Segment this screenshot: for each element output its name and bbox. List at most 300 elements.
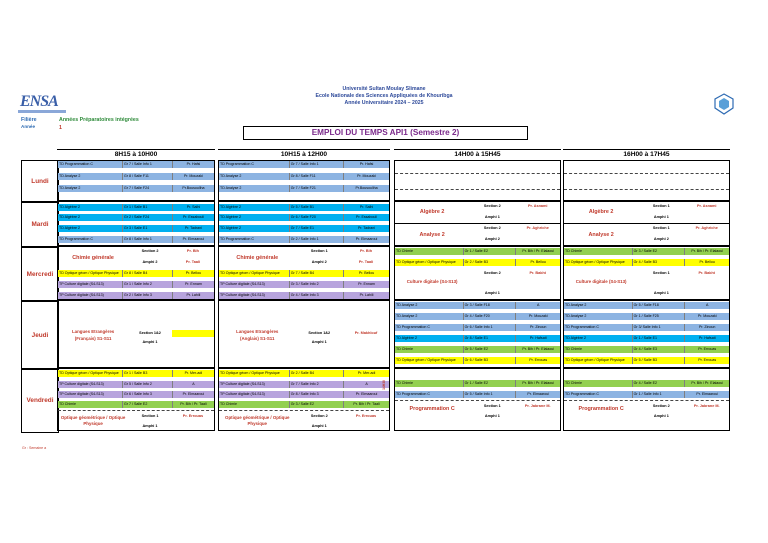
- course-name: TP Culture digitale (S4-S13): [59, 282, 104, 286]
- room: Amphi 1: [142, 424, 158, 428]
- course-name: TD Algèbre 2: [565, 336, 586, 340]
- session-row: [564, 357, 729, 364]
- session-row: [564, 248, 729, 255]
- room: Amphi 1: [142, 340, 158, 344]
- course-name: TD Programmation C: [220, 162, 254, 166]
- session-row: [58, 173, 214, 180]
- footer-note: Gr : Semaine a: [22, 446, 47, 450]
- professor: Pr. Errouas: [684, 346, 729, 353]
- jeudi-slot4: [563, 300, 730, 368]
- professor: Pr. Mer-adi: [172, 370, 214, 377]
- course-name: TD Optique géom / Optique Physique: [396, 260, 456, 264]
- session-row: [58, 225, 214, 232]
- session-row: [219, 236, 389, 243]
- group-room: Gr 2 / Salle B4: [289, 370, 343, 377]
- professor: Pr. Mouzaki: [515, 313, 560, 320]
- course-name: TP Culture digitale (S4-S13): [220, 282, 265, 286]
- professor: Pr. Errouas: [515, 357, 560, 364]
- session-row: [219, 381, 389, 388]
- lecture-block: [564, 202, 729, 224]
- slot-header-4: 16H00 à 17H45: [623, 151, 670, 158]
- mardi-slot4: [563, 201, 730, 246]
- session-row: [58, 381, 214, 388]
- session-row: [219, 370, 389, 377]
- vendredi-slot2: [218, 368, 390, 431]
- course-code: (S4-S13): [439, 279, 458, 284]
- course-name: Analyse 2: [588, 232, 614, 238]
- logo-bar: [18, 110, 66, 113]
- lecture-block: [564, 269, 729, 299]
- section: Section 1: [141, 414, 159, 418]
- schedule-title: EMPLOI DU TEMPS API1 (Semestre 2): [243, 126, 528, 140]
- professor: Pr. Errouas: [684, 357, 729, 364]
- professor: Pr. Essabouli: [343, 214, 389, 221]
- professor: Pr. Bakht: [529, 271, 546, 275]
- professor: Pr. Lahili: [343, 292, 389, 299]
- course-lang: (Français) S1-S11: [74, 336, 112, 341]
- course-name: TD Optique géom / Optique Physique: [565, 260, 625, 264]
- professor: Pr. Aghriche: [695, 226, 718, 230]
- course-name: TD Programmation C: [396, 325, 430, 329]
- group-room: Gr 1 / Salle E1: [632, 335, 685, 342]
- group-room: Gr 2 / Salle B3: [463, 259, 516, 266]
- professor: A: [172, 381, 214, 388]
- group-room: Gr 8 / Salle B4: [122, 270, 172, 277]
- group-room: Gr 4 / Salle Info 3: [289, 292, 343, 299]
- lundi-slot3: [394, 160, 561, 201]
- room: Amphi 1: [653, 215, 669, 219]
- group-room: Gr 7 / Salle F21: [289, 185, 343, 192]
- room: Amphi 1: [484, 291, 500, 295]
- section: Section 1&2: [139, 331, 161, 335]
- group-room: Gr 6 / Salle B3: [463, 357, 516, 364]
- lecture-block: [58, 410, 214, 432]
- professor: Pr. Bih / Pr. Taali: [172, 401, 214, 408]
- course-name: TD Chimie: [565, 249, 582, 253]
- vendredi-slot1: [57, 368, 215, 431]
- course-name: TD Chimie: [220, 402, 237, 406]
- group-room: Gr 4 / Salle E2: [632, 380, 685, 387]
- course-name: TD Analyse 2: [59, 174, 81, 178]
- course-name: Analyse 2: [419, 232, 445, 238]
- group-room: Gr 1 / Salle Info 2: [122, 281, 172, 288]
- professor: Pr. Aghriche: [526, 226, 549, 230]
- mardi-slot3: [394, 201, 561, 246]
- professor: Pr.Bousouliha: [172, 185, 214, 192]
- lundi-slot1: [57, 160, 215, 201]
- lecture-block: [395, 269, 560, 299]
- group-room: Gr 3 / Salle E1: [122, 225, 172, 232]
- school-name: Ecole Nationale des Sciences Appliquées de Khouribga: [315, 93, 453, 99]
- section: Section 2: [310, 414, 328, 418]
- slot-header-3: 14H00 à 15H45: [454, 151, 501, 158]
- professor: Pr. Salhi: [172, 204, 214, 211]
- course-name: TD Optique géom / Optique Physique: [59, 371, 119, 375]
- institution-header: [0, 86, 768, 107]
- lecture-block: [564, 400, 729, 432]
- session-row: [219, 161, 389, 168]
- section: Section 2: [652, 404, 670, 408]
- section: Section 2: [483, 226, 501, 230]
- professor: Pr. Tadrani: [172, 225, 214, 232]
- session-row: [395, 248, 560, 255]
- mardi-slot2: [218, 201, 390, 246]
- session-row: [58, 214, 214, 221]
- vendredi-slot3: [381, 368, 561, 431]
- session-row: [219, 173, 389, 180]
- course-name: TD Programmation C: [59, 237, 93, 241]
- lecture-block: [58, 301, 214, 369]
- professor: Pr. Bih / Pr. Taali: [343, 401, 389, 408]
- professor: Pr. Mer-adi: [343, 370, 389, 377]
- course-name: TD Chimie: [396, 381, 413, 385]
- course-name: TD Programmation C: [396, 392, 430, 396]
- professor: Pr. Elmaaroui: [515, 391, 560, 398]
- day-jeudi: Jeudi: [21, 300, 59, 370]
- professor: Pr. Elmaaroui: [684, 391, 729, 398]
- professor: Pr. Asnami: [527, 204, 548, 208]
- session-row: [219, 185, 389, 192]
- professor: Pr. Lahili: [172, 292, 214, 299]
- professor: Pr. Bih / Pr. Elalaoui: [684, 248, 729, 255]
- course-name: TD Analyse 2: [565, 303, 587, 307]
- course-lang: (Anglais) S1-S11: [240, 336, 275, 341]
- course-name: TD Programmation C: [59, 162, 93, 166]
- course-name: TD Optique géom / Optique Physique: [220, 271, 280, 275]
- session-row: [219, 281, 389, 288]
- session-row: [564, 335, 729, 342]
- room: Amphi 1: [484, 215, 500, 219]
- day-mardi: Mardi: [21, 201, 59, 248]
- professor: Pr. Hafsi: [172, 161, 214, 168]
- group-room: Gr 2 / Salle Info 3: [122, 292, 172, 299]
- session-row: [395, 357, 560, 364]
- session-row: [58, 370, 214, 377]
- session-row: [564, 391, 729, 398]
- course-name: TD Algèbre 2: [59, 215, 80, 219]
- session-row: [395, 313, 560, 320]
- section: Section 1&2: [308, 331, 331, 335]
- professor: Pr. Taali: [185, 260, 201, 264]
- professor: Pr. Bih: [186, 249, 199, 253]
- room: Amphi 1: [484, 414, 500, 418]
- course-name: TD Optique géom / Optique Physique: [565, 358, 625, 362]
- course-name: TP Culture digitale (S4-S13): [220, 293, 265, 297]
- room: Amphi 1: [653, 291, 669, 295]
- professor: A: [684, 302, 729, 309]
- course-name: TD Optique géom / Optique Physique: [220, 371, 280, 375]
- session-row: [58, 270, 214, 277]
- lecture-block: [219, 301, 389, 369]
- jeudi-slot3: [394, 300, 561, 368]
- course-name: TD Optique géom / Optique Physique: [59, 271, 119, 275]
- group-room: Gr 8 / Salle F11: [122, 173, 172, 180]
- day-mercredi: Mercredi: [21, 246, 59, 302]
- session-row: [564, 302, 729, 309]
- professor: Pr. Bellou: [343, 270, 389, 277]
- professor: Pr. Zinoun: [515, 324, 560, 331]
- professor: Pr. Bih / Pr. Elalaoui: [684, 380, 729, 387]
- session-row: [395, 324, 560, 331]
- course-name: TD Optique géom / Optique Physique: [396, 358, 456, 362]
- course-name: TD Algèbre 2: [220, 215, 241, 219]
- group-room: Gr 4 / Salle F20: [463, 313, 516, 320]
- slot-header-1: 8H15 à 10H00: [114, 151, 158, 158]
- session-row: [395, 259, 560, 266]
- professor: Pr. Bih / Pr. Elalaoui: [515, 380, 560, 387]
- professor: Pr. Errouas: [355, 414, 377, 418]
- group-room: Gr 4 / Salle E3: [632, 346, 685, 353]
- session-row: [58, 391, 214, 398]
- empty-row: [564, 167, 729, 174]
- university-name: Université Sultan Moulay Slimane: [342, 86, 426, 92]
- group-room: Gr 5 / Salle B3: [632, 357, 685, 364]
- timetable-grid: [21, 148, 730, 431]
- session-row: [219, 292, 389, 299]
- course-name: Optique géométrique / Optique Physique: [225, 415, 290, 426]
- course-name: Langues Etrangères: [71, 329, 115, 334]
- session-row: [395, 391, 560, 398]
- section: Section 2: [483, 204, 501, 208]
- section: Section 1: [652, 226, 670, 230]
- lecture-block: [395, 202, 560, 224]
- group-room: Gr 1 / Salle F25: [632, 313, 685, 320]
- professor: Pr. Hafsati: [515, 335, 560, 342]
- session-row: [58, 185, 214, 192]
- session-row: [219, 214, 389, 221]
- group-room: Gr 1 / Salle E2: [463, 248, 516, 255]
- course-name: Algèbre 2: [419, 209, 445, 215]
- professor: Pr. Jabrane M.: [524, 404, 551, 408]
- course-name: TD Chimie: [396, 347, 413, 351]
- section: Section 1: [652, 204, 670, 208]
- course-name: TP Culture digitale (S4-S13): [59, 293, 104, 297]
- group-room: Gr 1 / Salle E2: [463, 380, 516, 387]
- session-row: [219, 225, 389, 232]
- course-name: TD Algèbre 2: [220, 205, 241, 209]
- group-room: Gr 5 / Salle Info 2: [122, 381, 172, 388]
- course-name: TD Algèbre 2: [220, 226, 241, 230]
- academic-year: Année Universitaire 2024 – 2025: [344, 100, 424, 106]
- professor: Pr. Mouzaki: [172, 173, 214, 180]
- room: Amphi 1: [311, 424, 327, 428]
- day-lundi: Lundi: [21, 160, 59, 203]
- course-name: Optique géométrique / Optique Physique: [60, 415, 126, 426]
- session-row: [58, 401, 214, 408]
- group-room: Gr 6 / Salle F20: [289, 214, 343, 221]
- session-row: [58, 204, 214, 211]
- course-name: TD Algèbre 2: [59, 205, 80, 209]
- session-row: [219, 401, 389, 408]
- mercredi-slot2: [218, 246, 390, 300]
- group-room: Gr 1 / Salle B3: [122, 370, 172, 377]
- group-room: Gr 2 / Salle Info 1: [289, 236, 343, 243]
- course-name: TD Algèbre 2: [59, 226, 80, 230]
- empty-row: [395, 167, 560, 174]
- session-row: [58, 236, 214, 243]
- group-room: Gr 1 / Salle B1: [122, 204, 172, 211]
- professor: Pr. Salhi: [343, 204, 389, 211]
- group-room: Gr 3 / Salle E2: [289, 401, 343, 408]
- professor: Pr. Bellou: [684, 259, 729, 266]
- ensa-logo-text: ENSA: [20, 93, 58, 110]
- course-code: (S4-S13): [608, 279, 627, 284]
- section: Section 1: [483, 404, 501, 408]
- mercredi-slot3: [394, 246, 561, 300]
- professor: Pr. Elmaaroui: [172, 391, 214, 398]
- professor: Pr. Bellou: [515, 259, 560, 266]
- session-row: [395, 335, 560, 342]
- section: Section 1: [310, 249, 328, 253]
- professor: Pr. Hafsi: [343, 161, 389, 168]
- lecture-block: [395, 224, 560, 245]
- room: Amphi 1: [311, 340, 327, 344]
- professor: A: [515, 302, 560, 309]
- group-room: Gr 5 / Salle E2: [463, 346, 516, 353]
- course-name: Programmation C: [409, 406, 455, 412]
- professor: Pr. Bellou: [172, 270, 214, 277]
- group-room: Gr 7 / Salle Info 2: [289, 381, 343, 388]
- room: Amphi 2: [653, 237, 669, 241]
- room: Amphi 2: [311, 260, 327, 264]
- course-name: TP Culture digitale (S4-S13): [220, 392, 265, 396]
- professor: Pr. Tadrani: [343, 225, 389, 232]
- professor: Pr. Elmaaroui: [343, 236, 389, 243]
- course-title: Culture digitale: [575, 279, 608, 284]
- course-name: TD Programmation C: [220, 237, 254, 241]
- session-row: [58, 292, 214, 299]
- lecture-block: [395, 400, 560, 432]
- session-row: [58, 281, 214, 288]
- vendredi-slot4: [563, 368, 730, 431]
- room: Amphi 2: [142, 260, 158, 264]
- course-name: TD Analyse 2: [59, 186, 81, 190]
- professor: Pr. Errouas: [182, 414, 204, 418]
- course-name: TD Analyse 2: [396, 303, 418, 307]
- course-name: [564, 279, 638, 284]
- session-row: [564, 313, 729, 320]
- course-name: Algèbre 2: [588, 209, 614, 215]
- empty-row: [564, 183, 729, 190]
- session-row: [564, 324, 729, 331]
- highlight-cell: [172, 330, 214, 337]
- filiere-label: Filière: [21, 117, 37, 123]
- course-name: Programmation C: [578, 406, 624, 412]
- course-name: TD Chimie: [396, 249, 413, 253]
- professor: Pr. Ennam: [172, 281, 214, 288]
- course-name: TD Analyse 2: [220, 186, 242, 190]
- professor: A: [343, 381, 389, 388]
- group-room: Gr 3 / Salle E2: [632, 248, 685, 255]
- group-room: Gr 5 / Salle F18: [632, 302, 685, 309]
- session-row: [219, 391, 389, 398]
- group-room: Gr 5 / Salle B1: [289, 204, 343, 211]
- empty-row: [395, 183, 560, 190]
- course-name: TD Chimie: [565, 381, 582, 385]
- session-row: [58, 161, 214, 168]
- lundi-slot2: [218, 160, 390, 201]
- lundi-slot4: [563, 160, 730, 201]
- lecture-block: [219, 247, 389, 269]
- session-row: [564, 346, 729, 353]
- professor: Pr. Ennam: [343, 281, 389, 288]
- course-name: TD Chimie: [565, 347, 582, 351]
- slot-header-2: 10H15 à 12H00: [280, 151, 328, 158]
- professor: Pr. Elmaaroui: [343, 391, 389, 398]
- group-room: Gr 1 / Salle Info 1: [632, 391, 685, 398]
- professor: Pr. Elmaaroui: [172, 236, 214, 243]
- lecture-block: [219, 410, 389, 432]
- section: Section 2: [141, 249, 159, 253]
- group-room: Gr 8 / Salle Info 1: [122, 236, 172, 243]
- session-row: [564, 259, 729, 266]
- group-room: Gr 4 / Salle B3: [632, 259, 685, 266]
- professor: Pr. Makhlouf: [354, 331, 378, 335]
- course-title: Culture digitale: [406, 279, 439, 284]
- session-row: [395, 302, 560, 309]
- group-room: Gr 5 / Salle Info 1: [463, 391, 516, 398]
- session-row: [395, 346, 560, 353]
- course-name: Chimie générale: [72, 255, 114, 261]
- filiere-value: Années Préparatoires intégrées: [59, 117, 139, 123]
- course-name: TP Culture digitale (S4-S13): [59, 392, 104, 396]
- mercredi-slot4: [563, 246, 730, 300]
- day-vendredi: Vendredi: [21, 368, 59, 433]
- mardi-slot1: [57, 201, 215, 246]
- course-name: [395, 279, 469, 284]
- section: Section 2: [483, 271, 501, 275]
- professor: Pr. Essabouli: [172, 214, 214, 221]
- group-room: Gr 2 / Salle F24: [122, 214, 172, 221]
- professor: Pr. Mouzaki: [684, 313, 729, 320]
- group-room: Gr 3 / Salle Info 2: [289, 281, 343, 288]
- group-room: Gr 7 / Salle Info 1: [122, 161, 172, 168]
- course-name: TD Algèbre 2: [396, 336, 417, 340]
- lecture-block: [58, 247, 214, 269]
- professor: Pr. Asnami: [696, 204, 717, 208]
- jeudi-slot2: [218, 300, 390, 368]
- professor: Pr.Bousouliha: [343, 185, 389, 192]
- professor: Pr. Bih / Pr. Elalaoui: [515, 346, 560, 353]
- course-name: TP Culture digitale (S4-S13): [220, 382, 265, 386]
- professor: Pr. Taali: [358, 260, 374, 264]
- course-name: TD Chimie: [59, 402, 76, 406]
- jeudi-slot1: [57, 300, 215, 368]
- section: Section 1: [652, 271, 670, 275]
- room: Amphi 2: [484, 237, 500, 241]
- group-room: Gr 7 / Salle E2: [122, 401, 172, 408]
- group-room: Gr 8 / Salle E1: [463, 335, 516, 342]
- course-name: TD Programmation C: [565, 392, 599, 396]
- course-name: TP Culture digitale (S4-S13): [59, 382, 104, 386]
- group-room: Gr 3 / Salle F18: [463, 302, 516, 309]
- professor: Pr. Bakht: [698, 271, 715, 275]
- group-room: Gr 7 / Salle B4: [289, 270, 343, 277]
- room: Amphi 1: [653, 414, 669, 418]
- group-room: Gr 6 / Salle Info 1: [463, 324, 516, 331]
- course-name: TD Programmation C: [565, 325, 599, 329]
- professor: Pr. Zinoun: [684, 324, 729, 331]
- mercredi-slot1: [57, 246, 215, 300]
- group-room: Gr 7 / Salle F24: [122, 185, 172, 192]
- professor: Pr. Jabrane M.: [693, 404, 720, 408]
- lecture-block: [564, 224, 729, 245]
- group-room: Gr 3/ Salle Info 1: [632, 324, 685, 331]
- professor: Pr. Bih / Pr. Elalaoui: [515, 248, 560, 255]
- group-room: Gr 8 / Salle Info 3: [289, 391, 343, 398]
- session-row: [219, 270, 389, 277]
- group-room: Gr 8 / Salle F11: [289, 173, 343, 180]
